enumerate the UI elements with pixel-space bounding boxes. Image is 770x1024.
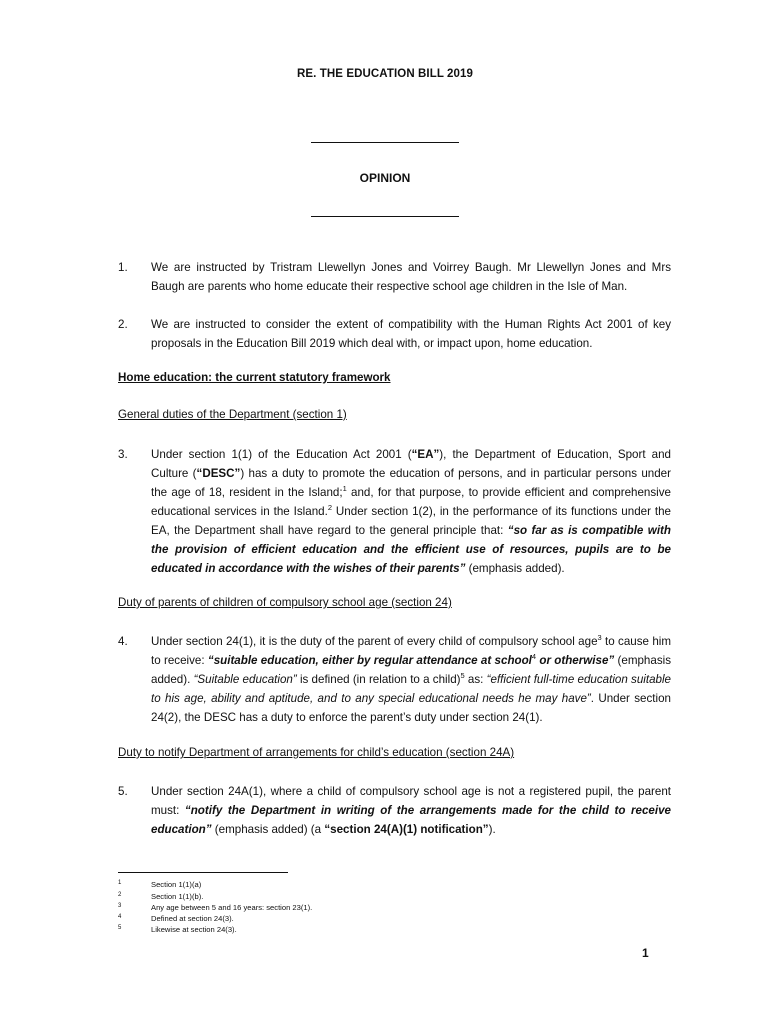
paragraph-number: 4. bbox=[118, 635, 128, 648]
title-divider-bottom bbox=[311, 216, 459, 217]
quoted-definition: “efficient full-time education suitable to his age, ability and aptitude, and to any special educational needs he may have” bbox=[151, 673, 671, 705]
footnote-ref-4: 4 bbox=[531, 652, 537, 662]
paragraph-text: Under section 1(1) of the Education Act 2001 (“EA”), the Department of Education, Sport and Culture (“DESC”) has a duty to promote the education of persons, and in particular persons under the age of 18, resident in the Island;$^1$ and, for that purpose, to provide efficient and comprehensive educational services in the Island.$^2$ Under section 1(2), in the performance of its functions under the EA, the Department shall have regard to the general principle that: “so far as is compatible with the provision of efficient education and the efficient use of resources, pupils are to be educated in accordance with the wishes of their parents” (emphasis added). bbox=[151, 448, 671, 575]
footnote-ref-3: 3 bbox=[597, 633, 602, 643]
page-number: 1 bbox=[642, 946, 649, 960]
section-heading-general-duties: General duties of the Department (section 1) bbox=[118, 408, 347, 421]
paragraph-text: Under section 24A(1), where a child of compulsory school age is not a registered pupil, the parent must: “notify the Department in writing of the arrangements made for the child to receive education” (emphasis added) (a “section 24(A)(1) notification”). bbox=[151, 785, 671, 836]
paragraph-text: We are instructed by Tristram Llewellyn Jones and Voirrey Baugh. Mr Llewellyn Jones and Mrs Baugh are parents who home educate their respective school age children in the Isle of Man. bbox=[151, 261, 671, 293]
quoted-notification-duty: “notify the Department in writing of the arrangements made for the child to receive education” bbox=[151, 804, 671, 836]
paragraph-text: We are instructed to consider the extent of compatibility with the Human Rights Act 2001 of key proposals in the Education Bill 2019 which deal with, or impact upon, home education. bbox=[151, 318, 671, 350]
paragraph-number: 3. bbox=[118, 448, 128, 461]
document-title: RE. THE EDUCATION BILL 2019 bbox=[296, 68, 474, 80]
paragraph-text: Under section 24(1), it is the duty of the parent of every child of compulsory school age$^3$ to cause him to receive: “suitable education, either by regular attendance at school$^4$ or otherwise” (emphasis added). “Suitable education” is defined (in relation to a child)$^5$ as: “efficient full-time education suitable to his age, ability and aptitude, and to any special educational needs he may have”. Under section 24(2), the DESC has a duty to enforce the parent’s duty under section 24(1). bbox=[151, 633, 672, 724]
paragraph-number: 1. bbox=[118, 261, 128, 274]
section-heading-parent-duty: Duty of parents of children of compulsory school age (section 24) bbox=[118, 596, 452, 609]
quoted-duty: “suitable education, either by regular attendance at school bbox=[207, 654, 532, 667]
document-page: RE. THE EDUCATION BILL 2019 OPINION 1. We are instructed by Tristram Llewellyn Jones and Voirrey Baugh. Mr Llewellyn Jones and Mrs Baugh are parents who home educate their respective school age children in the Isle of Man. 2. We are instructed to consider the extent of compatibility with the Human Rights Act 2001 of key proposals in the Education Bill 2019 which deal with, or impact upon, home education. Home education: the current statutory framework General duties of the Department (section 1) 3. Under section 1(1) of the Education Act 2001 (“EA”), the Department of Education, Sport and Culture (“DESC”) has a duty to promote the education of persons, and in particular persons under the age of 18, resident in the Island;$^1$ and, for that purpose, to provide efficient and comprehensive educational services in the Island.$^2$ Under section 1(2), in the performance of its functions under the EA, the Department shall have regard to the general principle that: “so far as is compatible with the provision of efficient education and the efficient use of resources, pupils are to be educated in accordance with the wishes of their parents” (emphasis added). Duty of parents of children of compulsory school age (section 24) 4. Under section 24(1), it is the duty of the parent of every child of compulsory school age$^3$ to cause him to receive: “suitable education, either by regular attendance at school$^4$ or otherwise” (emphasis added). “Suitable education” is defined (in relation to a child)$^5$ as: “efficient full-time education suitable to his age, ability and aptitude, and to any special educational needs he may have”. Under section 24(2), the DESC has a duty to enforce the parent’s duty under section 24(1). Duty to notify Department of arrangements for child’s education (section 24A) 5. Under section 24A(1), where a child of compulsory school age is not a registered pupil, the parent must: “notify the Department in writing of the arrangements made for the child to receive education” (emphasis added) (a “section 24(A)(1) notification”). 1 Section 1(1)(a) 2 Section 1(1)(b). 3 Any age between 5 and 16 years: section 23(1). 4 Defined at section 24(3). 5 Likewise at section 24(3). 1 bbox=[0, 0, 770, 1024]
defined-term-notification: “section 24(A)(1) notification” bbox=[324, 823, 489, 836]
title-divider-top bbox=[311, 142, 459, 143]
paragraph-number: 2. bbox=[118, 318, 128, 331]
defined-term-suitable-education: “Suitable education” bbox=[193, 673, 297, 686]
defined-term-ea: “EA” bbox=[411, 448, 440, 461]
quoted-principle: “so far as is compatible with the provision of efficient education and the efficient use of resources, pupils are to be educated in accordance with the wishes of their parents” bbox=[151, 524, 671, 575]
footnote-ref-2: 2 bbox=[327, 503, 332, 513]
section-heading-notify-duty: Duty to notify Department of arrangements for child’s education (section 24A) bbox=[118, 746, 515, 759]
footnote-ref-1: 1 bbox=[342, 484, 347, 494]
footnote-divider bbox=[118, 872, 288, 873]
opinion-heading: OPINION bbox=[359, 171, 411, 185]
section-heading-main: Home education: the current statutory framework bbox=[118, 371, 391, 384]
paragraph-number: 5. bbox=[118, 785, 128, 798]
defined-term-desc: “DESC” bbox=[196, 467, 241, 480]
footnote-ref-5: 5 bbox=[460, 671, 465, 681]
